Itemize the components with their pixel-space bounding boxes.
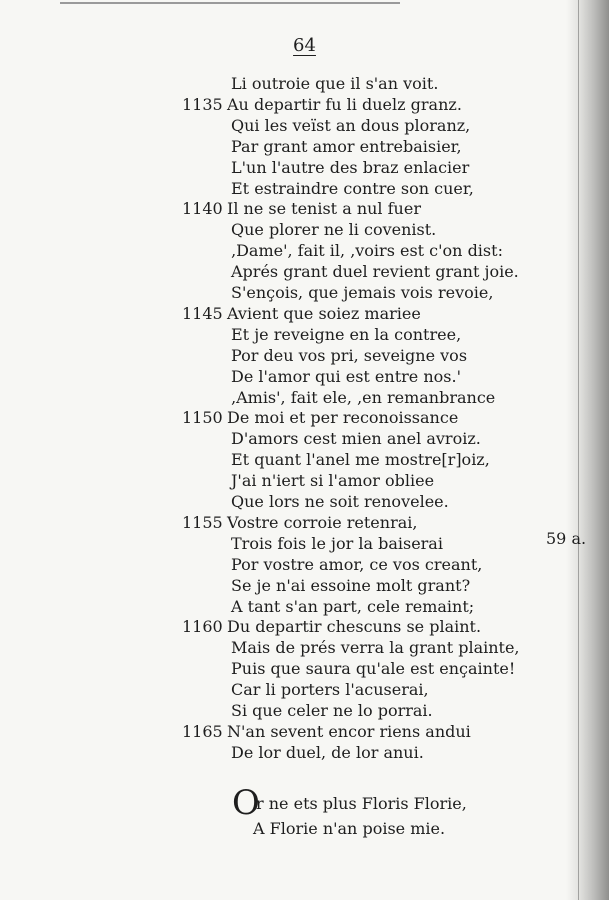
verse-text: Qui les veïst an dous ploranz, bbox=[231, 115, 471, 135]
line-number: 1140 bbox=[182, 199, 223, 219]
verse-text: De lor duel, de lor anui. bbox=[231, 742, 424, 762]
verse-line bbox=[0, 449, 570, 471]
verse-text: Aprés grant duel revient grant joie. bbox=[231, 262, 519, 282]
verse-text: Que lors ne soit renovelee. bbox=[231, 492, 449, 511]
verse-text: Por deu vos pri, seveigne vos bbox=[231, 345, 468, 365]
verse-text: Avient que soiez mariee bbox=[227, 303, 421, 323]
verse-line bbox=[0, 512, 570, 534]
top-edge-rule bbox=[60, 2, 400, 4]
verse-line bbox=[0, 428, 570, 450]
verse-text: Car li porters l'acuserai, bbox=[231, 680, 429, 700]
verse-text: A tant s'an part, cele remaint; bbox=[231, 596, 475, 616]
verse-text: Se je n'ai essoine molt grant? bbox=[231, 575, 471, 595]
verse-text: ‚Amis', fait ele, ‚en remanbrance bbox=[231, 387, 496, 407]
verse-text: Por vostre amor, ce vos creant, bbox=[231, 554, 483, 574]
verse-line bbox=[0, 491, 570, 513]
line-number: 1160 bbox=[182, 617, 223, 637]
verse-text: Vostre corroie retenrai, bbox=[227, 512, 418, 532]
verse-line bbox=[0, 115, 570, 137]
verse-text: Et je reveigne en la contree, bbox=[231, 324, 462, 344]
verse-line bbox=[0, 616, 570, 638]
verse-text: De l'amor qui est entre nos.' bbox=[231, 366, 461, 386]
line-number: 1145 bbox=[182, 303, 223, 323]
page-edge-line bbox=[578, 0, 579, 900]
line-number: 1155 bbox=[182, 512, 223, 532]
verse-line bbox=[0, 73, 570, 95]
verse-line bbox=[0, 575, 570, 597]
verse-text: L'un l'autre des braz enlacier bbox=[231, 157, 470, 177]
verse-text: Puis que saura qu'ale est ençainte! bbox=[231, 659, 516, 679]
verse-line bbox=[0, 366, 570, 388]
verse-line bbox=[0, 198, 570, 220]
verse-text: De moi et per reconoissance bbox=[227, 408, 459, 428]
verse-line bbox=[0, 324, 570, 346]
verse-text: N'an sevent encor riens andui bbox=[227, 721, 471, 741]
verse-text: Que plorer ne li covenist. bbox=[231, 220, 437, 240]
verse-line bbox=[0, 345, 570, 367]
verse-line bbox=[0, 178, 570, 200]
verse-line bbox=[0, 282, 570, 304]
verse-line bbox=[0, 679, 570, 701]
verse-line bbox=[0, 407, 570, 429]
verse-line bbox=[0, 94, 570, 116]
verse-text: S'ençois, que jemais vois revoie, bbox=[231, 283, 494, 302]
verse-line bbox=[0, 470, 570, 492]
verse-text: Et quant l'anel me mostre[r]oiz, bbox=[231, 450, 490, 470]
margin-folio-note: 59 a. bbox=[546, 529, 587, 548]
verse-line bbox=[0, 157, 570, 179]
verse-text: D'amors cest mien anel avroiz. bbox=[231, 429, 481, 449]
verse-line bbox=[0, 240, 570, 262]
verse-line bbox=[0, 742, 570, 764]
closing-line-2-text: A Florie n'an poise mie. bbox=[253, 819, 446, 838]
verse-text: J'ai n'iert si l'amor obliee bbox=[231, 471, 435, 491]
line-number: 1135 bbox=[182, 94, 223, 114]
verse-line bbox=[0, 387, 570, 409]
decorated-initial: O bbox=[232, 783, 260, 823]
verse-line bbox=[0, 554, 570, 576]
verse-text: Il ne se tenist a nul fuer bbox=[227, 199, 421, 219]
verse-line bbox=[0, 637, 570, 659]
verse-text: Mais de prés verra la grant plainte, bbox=[231, 638, 520, 658]
line-number: 1150 bbox=[182, 408, 223, 428]
verse-line bbox=[0, 219, 570, 241]
verse-text: Si que celer ne lo porrai. bbox=[231, 701, 433, 720]
line-number: 1165 bbox=[182, 721, 223, 741]
verse-text: Par grant amor entrebaisier, bbox=[231, 136, 462, 156]
verse-text: Au departir fu li duelz granz. bbox=[227, 94, 462, 114]
verse-line bbox=[0, 533, 570, 555]
verse-text: Li outroie que il s'an voit. bbox=[231, 74, 439, 93]
page-number: 64 bbox=[293, 35, 316, 56]
verse-text: ‚Dame', fait il, ‚voirs est c'on dist: bbox=[231, 241, 503, 261]
page-gutter-shadow bbox=[566, 0, 609, 900]
verse-line bbox=[0, 700, 570, 722]
verse-line bbox=[0, 261, 570, 283]
verse-text: Du departir chescuns se plaint. bbox=[227, 617, 482, 637]
verse-line bbox=[0, 596, 570, 618]
verse-line bbox=[0, 658, 570, 680]
verse-text: Et estraindre contre son cuer, bbox=[231, 178, 474, 198]
verse-line bbox=[0, 721, 570, 743]
verse-line bbox=[0, 303, 570, 325]
verse-text: Trois fois le jor la baiserai bbox=[231, 533, 443, 553]
closing-line-1-text: r ne ets plus Floris Florie, bbox=[256, 794, 467, 813]
verse-line bbox=[0, 136, 570, 158]
